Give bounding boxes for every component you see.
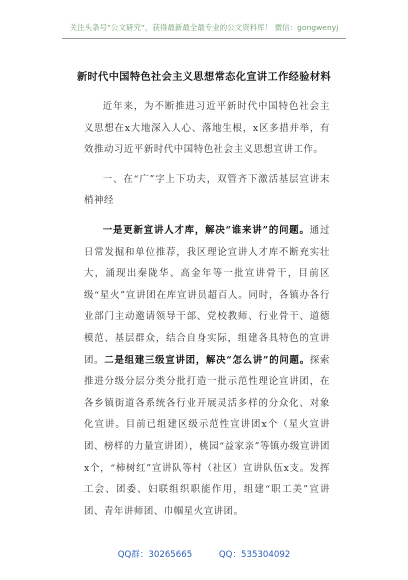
section-heading: 一、在“广”字上下功夫，双管齐下激活基层宣讲末梢神经 [84,173,330,207]
paragraph-one-body: 通过日常发掘和单位推荐，我区理论宣讲人才库不断充实壮大，涌现出秦陇华、高金年等一批宣讲骨干，目前区级“星火”宣讲团在库宣讲员超百人。同时，各镇办各行业部门主动邀请领导干部、党校教师、行业骨干、道德模范、基层群众，结合自身实际，组建各具特色的宣讲团。 [84,224,331,366]
footer-contact [0,548,408,560]
paragraph-two-lead: 二是组建三级宣讲团，解决“怎么讲”的问题。 [104,354,310,366]
document-body [84,96,330,530]
intro-paragraph: 近年来，为不断推进习近平新时代中国特色社会主义思想在x大地深入人心、落地生根，x区多措并举，有效推动习近平新时代中国特色社会主义思想宣讲工作。 [84,101,330,156]
paragraph-two-body: 探索推进分级分层分类分批打造一批示范性理论宣讲团，在各乡镇街道各系统各行业开展灵活多样的分众化、对象化宣讲。目前已组建区级示范性宣讲团x个（星火宣讲团、榜样的力量宣讲团），桃园“益家亲”等镇办级宣讲团x个，“柿树红”宣讲队等村（社区）宣讲队伍x支。发挥工会、团委、妇联组织职能作用，组建“职工美”宣讲团、青年讲师团、巾帼星火宣讲团。 [84,354,331,517]
paragraph-talent-pool [84,220,330,522]
paragraph-one-lead: 一是更新宣讲人才库，解决“谁来讲”的问题。 [102,224,310,236]
header-divider [62,38,346,39]
qq-group-number: QQ群：30265665 [117,550,193,560]
document-title: 新时代中国特色社会主义思想常态化宣讲工作经验材料 [76,71,332,83]
header-banner: 关注头条号“公文研究”，获得最新最全最专业的公文资料库！ 微信：gongwenyj [69,23,339,32]
qq-number: QQ：535304092 [218,550,291,560]
